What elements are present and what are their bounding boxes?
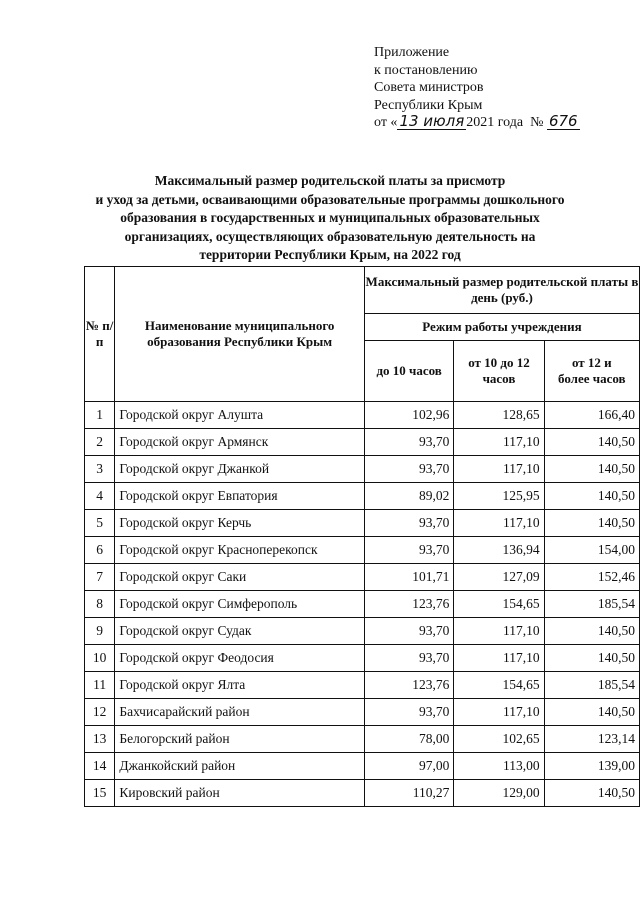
row-name: Городской округ Джанкой [115, 456, 365, 483]
title-line: образования в государственных и муниципальных образовательных [120, 210, 540, 225]
row-name: Джанкойский район [115, 753, 365, 780]
header-col-upto-10: до 10 часов [364, 341, 453, 402]
header-col-12-plus: от 12 и более часов [544, 341, 639, 402]
date-prefix: от « [374, 115, 398, 130]
row-name: Городской округ Алушта [115, 402, 365, 429]
row-value-10-12: 117,10 [454, 618, 544, 645]
title-line: организациях, осуществляющих образовательную деятельность на [124, 228, 536, 244]
row-value-10-12: 117,10 [454, 429, 544, 456]
row-number: 8 [85, 591, 115, 618]
row-name: Городской округ Красноперекопск [115, 537, 365, 564]
row-value-10-12: 154,65 [454, 672, 544, 699]
row-value-12-plus: 140,50 [544, 483, 639, 510]
row-value-12-plus: 185,54 [544, 591, 639, 618]
row-value-10-12: 129,00 [454, 780, 544, 807]
row-number: 10 [85, 645, 115, 672]
table-row [85, 618, 640, 645]
row-number: 6 [85, 537, 115, 564]
appendix-date-line [374, 114, 580, 132]
table-row [85, 780, 640, 807]
row-value-10-12: 128,65 [454, 402, 544, 429]
row-value-upto-10: 93,70 [364, 429, 453, 456]
title-line: и уход за детьми, осваивающими образовательные программы дошкольного [95, 191, 565, 207]
row-value-12-plus: 139,00 [544, 753, 639, 780]
row-name: Городской округ Евпатория [115, 483, 365, 510]
row-value-12-plus: 166,40 [544, 402, 639, 429]
number-label: № [530, 115, 544, 130]
header-col-10-12: от 10 до 12 часов [454, 341, 544, 402]
row-number: 11 [85, 672, 115, 699]
row-value-upto-10: 123,76 [364, 591, 453, 618]
header-mode: Режим работы учреждения [364, 314, 639, 341]
row-value-10-12: 117,10 [454, 699, 544, 726]
row-value-10-12: 113,00 [454, 753, 544, 780]
row-name: Городской округ Судак [115, 618, 365, 645]
appendix-line: Республики Крым [374, 97, 483, 113]
handwritten-number: 676 [548, 112, 578, 130]
row-name: Городской округ Феодосия [115, 645, 365, 672]
row-value-10-12: 117,10 [454, 645, 544, 672]
row-value-12-plus: 152,46 [544, 564, 639, 591]
table-row [85, 645, 640, 672]
row-number: 14 [85, 753, 115, 780]
appendix-line: Приложение [374, 45, 450, 60]
table-row [85, 483, 640, 510]
title-line: территории Республики Крым, на 2022 год [199, 247, 461, 262]
table-row [85, 672, 640, 699]
table-row [85, 564, 640, 591]
table-row [85, 537, 640, 564]
row-value-12-plus: 140,50 [544, 645, 639, 672]
date-suffix: 2021 года [466, 115, 524, 130]
document-title [60, 172, 600, 265]
row-value-10-12: 154,65 [454, 591, 544, 618]
row-value-10-12: 136,94 [454, 537, 544, 564]
row-number: 9 [85, 618, 115, 645]
row-value-10-12: 102,65 [454, 726, 544, 753]
row-value-upto-10: 102,96 [364, 402, 453, 429]
header-max-fee: Максимальный размер родительской платы в день (руб.) [364, 267, 639, 314]
table-row [85, 753, 640, 780]
row-number: 15 [85, 780, 115, 807]
row-name: Белогорский район [115, 726, 365, 753]
row-value-upto-10: 93,70 [364, 456, 453, 483]
row-number: 7 [85, 564, 115, 591]
row-value-12-plus: 140,50 [544, 618, 639, 645]
row-value-12-plus: 185,54 [544, 672, 639, 699]
row-name: Бахчисарайский район [115, 699, 365, 726]
table-row [85, 699, 640, 726]
row-number: 13 [85, 726, 115, 753]
table-row [85, 726, 640, 753]
row-number: 4 [85, 483, 115, 510]
handwritten-date: 13 июля [399, 112, 465, 130]
row-value-upto-10: 123,76 [364, 672, 453, 699]
row-name: Кировский район [115, 780, 365, 807]
row-number: 1 [85, 402, 115, 429]
row-value-12-plus: 140,50 [544, 429, 639, 456]
row-value-12-plus: 140,50 [544, 780, 639, 807]
row-value-12-plus: 140,50 [544, 510, 639, 537]
appendix-line: Совета министров [374, 80, 484, 95]
row-name: Городской округ Симферополь [115, 591, 365, 618]
row-value-upto-10: 93,70 [364, 537, 453, 564]
row-number: 3 [85, 456, 115, 483]
appendix-line: к постановлению [374, 62, 478, 78]
row-value-10-12: 117,10 [454, 510, 544, 537]
row-value-12-plus: 140,50 [544, 699, 639, 726]
row-value-upto-10: 101,71 [364, 564, 453, 591]
table-row [85, 510, 640, 537]
table-row [85, 456, 640, 483]
title-line: Максимальный размер родительской платы за присмотр [154, 173, 506, 188]
row-value-10-12: 117,10 [454, 456, 544, 483]
row-value-upto-10: 78,00 [364, 726, 453, 753]
header-name: Наименование муниципального образования Республики Крым [115, 267, 365, 402]
appendix-block [374, 44, 580, 132]
row-value-12-plus: 123,14 [544, 726, 639, 753]
header-num: № п/п [85, 267, 115, 402]
row-value-upto-10: 110,27 [364, 780, 453, 807]
row-value-upto-10: 93,70 [364, 699, 453, 726]
row-value-upto-10: 97,00 [364, 753, 453, 780]
row-name: Городской округ Армянск [115, 429, 365, 456]
row-value-upto-10: 93,70 [364, 618, 453, 645]
row-value-10-12: 125,95 [454, 483, 544, 510]
row-number: 12 [85, 699, 115, 726]
fee-table [84, 266, 640, 807]
table-row [85, 402, 640, 429]
row-value-upto-10: 93,70 [364, 645, 453, 672]
row-value-upto-10: 89,02 [364, 483, 453, 510]
row-value-12-plus: 154,00 [544, 537, 639, 564]
table-row [85, 429, 640, 456]
row-name: Городской округ Ялта [115, 672, 365, 699]
row-value-10-12: 127,09 [454, 564, 544, 591]
row-value-12-plus: 140,50 [544, 456, 639, 483]
row-number: 2 [85, 429, 115, 456]
table-row [85, 591, 640, 618]
row-number: 5 [85, 510, 115, 537]
row-name: Городской округ Саки [115, 564, 365, 591]
row-value-upto-10: 93,70 [364, 510, 453, 537]
row-name: Городской округ Керчь [115, 510, 365, 537]
